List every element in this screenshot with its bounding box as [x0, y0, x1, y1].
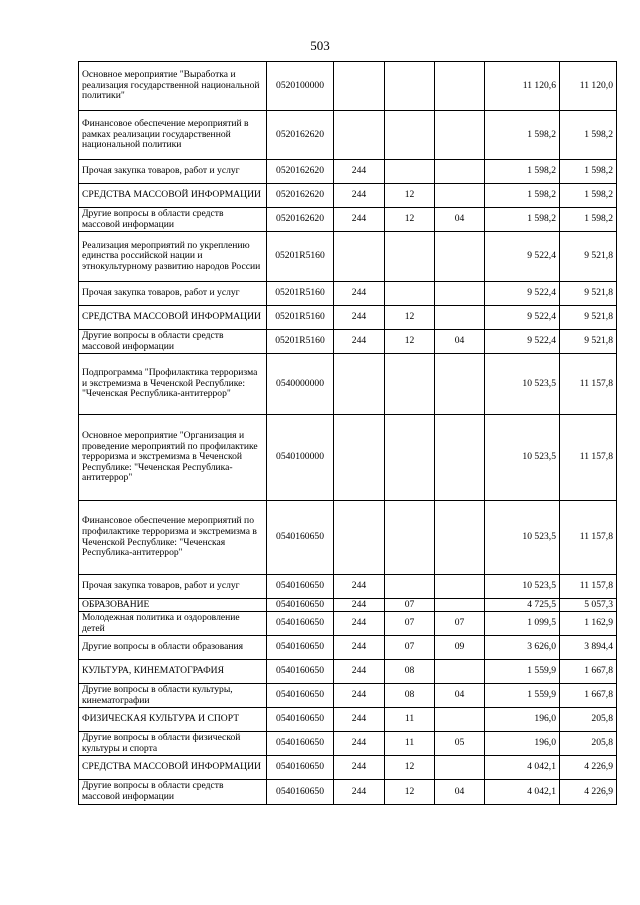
table-row	[79, 208, 617, 232]
amount-year-2: 11 120,0	[560, 62, 617, 111]
page-number: 503	[310, 38, 330, 53]
budget-table-body	[79, 62, 617, 805]
amount-year-2: 9 521,8	[560, 232, 617, 282]
expense-type-code: 244	[334, 612, 385, 636]
section-code: 08	[385, 684, 435, 708]
amount-year-1: 11 120,6	[485, 62, 560, 111]
target-article-code: 05201R5160	[267, 282, 334, 306]
expense-type-code: 244	[334, 599, 385, 612]
section-code	[385, 501, 435, 575]
target-article-code: 05201R5160	[267, 306, 334, 330]
section-code: 11	[385, 732, 435, 756]
amount-year-1: 4 042,1	[485, 756, 560, 780]
amount-year-1: 9 522,4	[485, 306, 560, 330]
subsection-code	[435, 306, 485, 330]
table-row	[79, 612, 617, 636]
amount-year-1: 4 042,1	[485, 780, 560, 805]
expense-type-code: 244	[334, 208, 385, 232]
subsection-code	[435, 354, 485, 415]
amount-year-1: 1 099,5	[485, 612, 560, 636]
subsection-code	[435, 282, 485, 306]
expense-type-code: 244	[334, 660, 385, 684]
expense-type-code: 244	[334, 184, 385, 208]
table-row	[79, 599, 617, 612]
subsection-code: 07	[435, 612, 485, 636]
table-row	[79, 575, 617, 599]
table-row	[79, 330, 617, 354]
table-row	[79, 415, 617, 501]
amount-year-2: 11 157,8	[560, 354, 617, 415]
expense-type-code: 244	[334, 708, 385, 732]
budget-item-name: Основное мероприятие "Выработка и реализация государственной национальной политики"	[79, 62, 267, 111]
expense-type-code: 244	[334, 575, 385, 599]
table-row	[79, 306, 617, 330]
expense-type-code: 244	[334, 780, 385, 805]
amount-year-2: 9 521,8	[560, 330, 617, 354]
table-row	[79, 282, 617, 306]
budget-item-name: Другие вопросы в области средств массовой информации	[79, 208, 267, 232]
subsection-code	[435, 575, 485, 599]
budget-item-name: ФИЗИЧЕСКАЯ КУЛЬТУРА И СПОРТ	[79, 708, 267, 732]
section-code	[385, 282, 435, 306]
amount-year-2: 9 521,8	[560, 306, 617, 330]
expense-type-code: 244	[334, 282, 385, 306]
amount-year-2: 1 598,2	[560, 111, 617, 160]
amount-year-2: 9 521,8	[560, 282, 617, 306]
target-article-code: 0540160650	[267, 575, 334, 599]
amount-year-2: 11 157,8	[560, 575, 617, 599]
subsection-code	[435, 599, 485, 612]
target-article-code: 0540160650	[267, 599, 334, 612]
target-article-code: 0520162620	[267, 111, 334, 160]
target-article-code: 0540160650	[267, 612, 334, 636]
expense-type-code: 244	[334, 636, 385, 660]
table-row	[79, 160, 617, 184]
budget-table	[78, 61, 617, 805]
section-code: 07	[385, 612, 435, 636]
section-code: 12	[385, 184, 435, 208]
section-code: 11	[385, 708, 435, 732]
expense-type-code: 244	[334, 732, 385, 756]
amount-year-2: 4 226,9	[560, 756, 617, 780]
amount-year-2: 3 894,4	[560, 636, 617, 660]
expense-type-code	[334, 501, 385, 575]
table-row	[79, 636, 617, 660]
expense-type-code: 244	[334, 306, 385, 330]
subsection-code	[435, 232, 485, 282]
budget-item-name: Реализация мероприятий по укреплению единства российской нации и этнокультурному развитию народов России	[79, 232, 267, 282]
amount-year-1: 10 523,5	[485, 575, 560, 599]
amount-year-1: 10 523,5	[485, 354, 560, 415]
budget-item-name: ОБРАЗОВАНИЕ	[79, 599, 267, 612]
amount-year-1: 9 522,4	[485, 330, 560, 354]
table-row	[79, 684, 617, 708]
target-article-code: 0520100000	[267, 62, 334, 111]
expense-type-code: 244	[334, 330, 385, 354]
budget-item-name: СРЕДСТВА МАССОВОЙ ИНФОРМАЦИИ	[79, 184, 267, 208]
table-row	[79, 780, 617, 805]
amount-year-1: 196,0	[485, 708, 560, 732]
target-article-code: 0540160650	[267, 756, 334, 780]
amount-year-2: 205,8	[560, 732, 617, 756]
target-article-code: 0540160650	[267, 636, 334, 660]
target-article-code: 0520162620	[267, 208, 334, 232]
target-article-code: 0540160650	[267, 501, 334, 575]
target-article-code: 0540160650	[267, 780, 334, 805]
subsection-code	[435, 660, 485, 684]
table-row	[79, 184, 617, 208]
section-code	[385, 111, 435, 160]
amount-year-1: 196,0	[485, 732, 560, 756]
expense-type-code	[334, 111, 385, 160]
table-row	[79, 732, 617, 756]
target-article-code: 0540000000	[267, 354, 334, 415]
subsection-code	[435, 62, 485, 111]
budget-item-name: Финансовое обеспечение мероприятий в рамках реализации государственной национальной политики	[79, 111, 267, 160]
target-article-code: 0540160650	[267, 732, 334, 756]
subsection-code	[435, 111, 485, 160]
expense-type-code	[334, 354, 385, 415]
expense-type-code: 244	[334, 160, 385, 184]
target-article-code: 0540160650	[267, 708, 334, 732]
budget-item-name: Другие вопросы в области физической культуры и спорта	[79, 732, 267, 756]
subsection-code	[435, 160, 485, 184]
expense-type-code: 244	[334, 756, 385, 780]
amount-year-2: 1 598,2	[560, 184, 617, 208]
amount-year-2: 1 598,2	[560, 208, 617, 232]
amount-year-1: 1 598,2	[485, 184, 560, 208]
subsection-code: 04	[435, 780, 485, 805]
subsection-code: 04	[435, 684, 485, 708]
table-row	[79, 62, 617, 111]
budget-item-name: СРЕДСТВА МАССОВОЙ ИНФОРМАЦИИ	[79, 306, 267, 330]
section-code: 07	[385, 599, 435, 612]
amount-year-1: 10 523,5	[485, 415, 560, 501]
section-code	[385, 575, 435, 599]
subsection-code	[435, 756, 485, 780]
amount-year-1: 1 598,2	[485, 111, 560, 160]
expense-type-code: 244	[334, 684, 385, 708]
subsection-code: 04	[435, 208, 485, 232]
amount-year-1: 4 725,5	[485, 599, 560, 612]
target-article-code: 0540160650	[267, 684, 334, 708]
budget-item-name: Молодежная политика и оздоровление детей	[79, 612, 267, 636]
budget-item-name: Подпрограмма "Профилактика терроризма и экстремизма в Чеченской Республике: "Чеченская Республика-антитеррор"	[79, 354, 267, 415]
subsection-code	[435, 501, 485, 575]
target-article-code: 0520162620	[267, 160, 334, 184]
table-row	[79, 232, 617, 282]
budget-item-name: Прочая закупка товаров, работ и услуг	[79, 282, 267, 306]
table-row	[79, 354, 617, 415]
subsection-code: 09	[435, 636, 485, 660]
section-code: 12	[385, 780, 435, 805]
amount-year-1: 3 626,0	[485, 636, 560, 660]
budget-item-name: СРЕДСТВА МАССОВОЙ ИНФОРМАЦИИ	[79, 756, 267, 780]
budget-item-name: Другие вопросы в области средств массовой информации	[79, 780, 267, 805]
section-code	[385, 354, 435, 415]
subsection-code: 05	[435, 732, 485, 756]
target-article-code: 0540100000	[267, 415, 334, 501]
table-row	[79, 756, 617, 780]
section-code: 07	[385, 636, 435, 660]
amount-year-2: 4 226,9	[560, 780, 617, 805]
section-code: 12	[385, 330, 435, 354]
amount-year-2: 5 057,3	[560, 599, 617, 612]
amount-year-2: 1 667,8	[560, 660, 617, 684]
amount-year-1: 1 559,9	[485, 684, 560, 708]
amount-year-1: 1 598,2	[485, 160, 560, 184]
budget-item-name: Другие вопросы в области культуры, кинематографии	[79, 684, 267, 708]
amount-year-1: 1 559,9	[485, 660, 560, 684]
table-row	[79, 708, 617, 732]
amount-year-1: 10 523,5	[485, 501, 560, 575]
section-code: 12	[385, 306, 435, 330]
section-code	[385, 160, 435, 184]
amount-year-1: 9 522,4	[485, 282, 560, 306]
section-code	[385, 232, 435, 282]
section-code	[385, 62, 435, 111]
amount-year-2: 1 162,9	[560, 612, 617, 636]
amount-year-2: 11 157,8	[560, 415, 617, 501]
amount-year-1: 9 522,4	[485, 232, 560, 282]
target-article-code: 0540160650	[267, 660, 334, 684]
amount-year-2: 11 157,8	[560, 501, 617, 575]
budget-item-name: Основное мероприятие "Организация и проведение мероприятий по профилактике терроризма и экстремизма в Чеченской Республике: "Чеченская Республика-антитеррор"	[79, 415, 267, 501]
target-article-code: 05201R5160	[267, 232, 334, 282]
amount-year-2: 1 667,8	[560, 684, 617, 708]
budget-item-name: Финансовое обеспечение мероприятий по профилактике терроризма и экстремизма в Чеченской Республике: "Чеченская Республика-антитеррор"	[79, 501, 267, 575]
section-code	[385, 415, 435, 501]
budget-item-name: КУЛЬТУРА, КИНЕМАТОГРАФИЯ	[79, 660, 267, 684]
budget-item-name: Прочая закупка товаров, работ и услуг	[79, 160, 267, 184]
subsection-code: 04	[435, 330, 485, 354]
subsection-code	[435, 708, 485, 732]
budget-item-name: Другие вопросы в области образования	[79, 636, 267, 660]
table-row	[79, 501, 617, 575]
target-article-code: 0520162620	[267, 184, 334, 208]
amount-year-2: 205,8	[560, 708, 617, 732]
table-row	[79, 660, 617, 684]
budget-item-name: Другие вопросы в области средств массовой информации	[79, 330, 267, 354]
subsection-code	[435, 415, 485, 501]
section-code: 08	[385, 660, 435, 684]
section-code: 12	[385, 208, 435, 232]
expense-type-code	[334, 415, 385, 501]
expense-type-code	[334, 62, 385, 111]
table-row	[79, 111, 617, 160]
subsection-code	[435, 184, 485, 208]
amount-year-1: 1 598,2	[485, 208, 560, 232]
section-code: 12	[385, 756, 435, 780]
expense-type-code	[334, 232, 385, 282]
amount-year-2: 1 598,2	[560, 160, 617, 184]
budget-item-name: Прочая закупка товаров, работ и услуг	[79, 575, 267, 599]
target-article-code: 05201R5160	[267, 330, 334, 354]
